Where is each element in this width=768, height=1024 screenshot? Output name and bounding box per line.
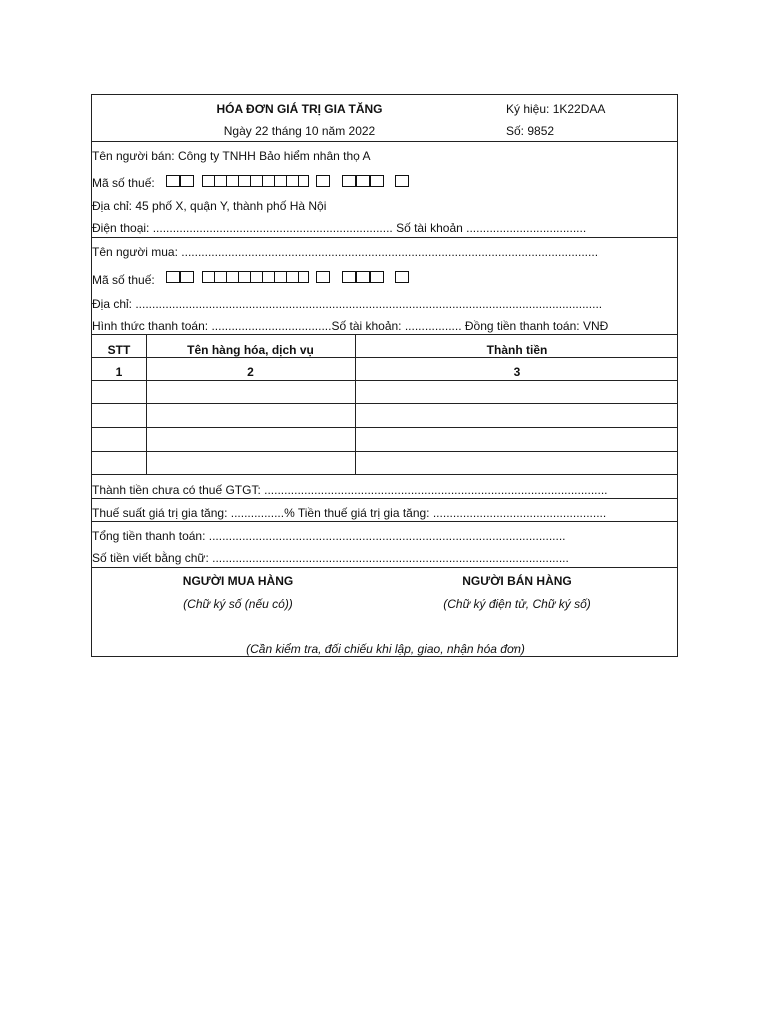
- table-header-stt: STT: [107, 343, 131, 357]
- vat-line: Thuế suất giá trị gia tăng: ................% Tiền thuế giá trị gia tăng: ....................................................: [92, 506, 607, 520]
- divider: [92, 334, 677, 335]
- total-line: Tổng tiền thanh toán: ...........................................................................................................: [92, 529, 566, 543]
- table-number-3: 3: [513, 365, 521, 379]
- invoice-date: Ngày 22 tháng 10 năm 2022: [223, 124, 376, 138]
- table-number-2: 2: [247, 365, 254, 379]
- divider: [92, 521, 677, 522]
- invoice-symbol: Ký hiệu: 1K22DAA: [506, 102, 606, 116]
- seller-signature-note: (Chữ ký điện tử, Chữ ký số): [443, 597, 591, 611]
- buyer-address: Địa chỉ: ............................................................................................................................................: [92, 297, 603, 311]
- table-number-1: 1: [115, 365, 123, 379]
- table-header-goods: Tên hàng hóa, dịch vụ: [187, 343, 314, 357]
- table-row-line: [92, 451, 677, 452]
- divider: [92, 141, 677, 142]
- invoice-number: Số: 9852: [506, 124, 555, 138]
- seller-name: Tên người bán: Công ty TNHH Bảo hiểm nhân thọ A: [92, 149, 371, 163]
- table-row-line: [92, 427, 677, 428]
- buyer-tax-boxes: [166, 271, 416, 283]
- seller-signature-title: NGƯỜI BÁN HÀNG: [462, 574, 572, 588]
- seller-address: Địa chỉ: 45 phố X, quận Y, thành phố Hà Nội: [92, 199, 327, 213]
- table-row-line: [92, 357, 677, 358]
- table-header-amount: Thành tiền: [486, 343, 548, 357]
- table-row-line: [92, 474, 677, 475]
- divider: [92, 567, 677, 568]
- table-row-line: [92, 380, 677, 381]
- seller-tax-boxes: [166, 175, 416, 187]
- seller-phone-account: Điện thoại: ........................................................................ Số tài khoản ....................................: [92, 221, 587, 235]
- buyer-name: Tên người mua: .............................................................................................................................: [92, 245, 599, 259]
- buyer-payment: Hình thức thanh toán: ....................................Số tài khoản: ................. Đồng tiền thanh toán: VNĐ: [92, 319, 609, 333]
- invoice-title: HÓA ĐƠN GIÁ TRỊ GIA TĂNG: [216, 102, 383, 116]
- divider: [92, 498, 677, 499]
- divider: [92, 237, 677, 238]
- seller-tax-label: Mã số thuế:: [92, 176, 155, 190]
- buyer-tax-label: Mã số thuế:: [92, 273, 155, 287]
- buyer-signature-note: (Chữ ký số (nếu có)): [183, 597, 293, 611]
- invoice-form: [91, 94, 678, 657]
- table-row-line: [92, 403, 677, 404]
- subtotal-line: Thành tiền chưa có thuế GTGT: .......................................................................................................: [92, 483, 608, 497]
- buyer-signature-title: NGƯỜI MUA HÀNG: [182, 574, 294, 588]
- amount-in-words: Số tiền viết bằng chữ: ...........................................................................................................: [92, 551, 569, 565]
- verification-note: (Cần kiểm tra, đối chiếu khi lập, giao, nhận hóa đơn): [246, 642, 525, 656]
